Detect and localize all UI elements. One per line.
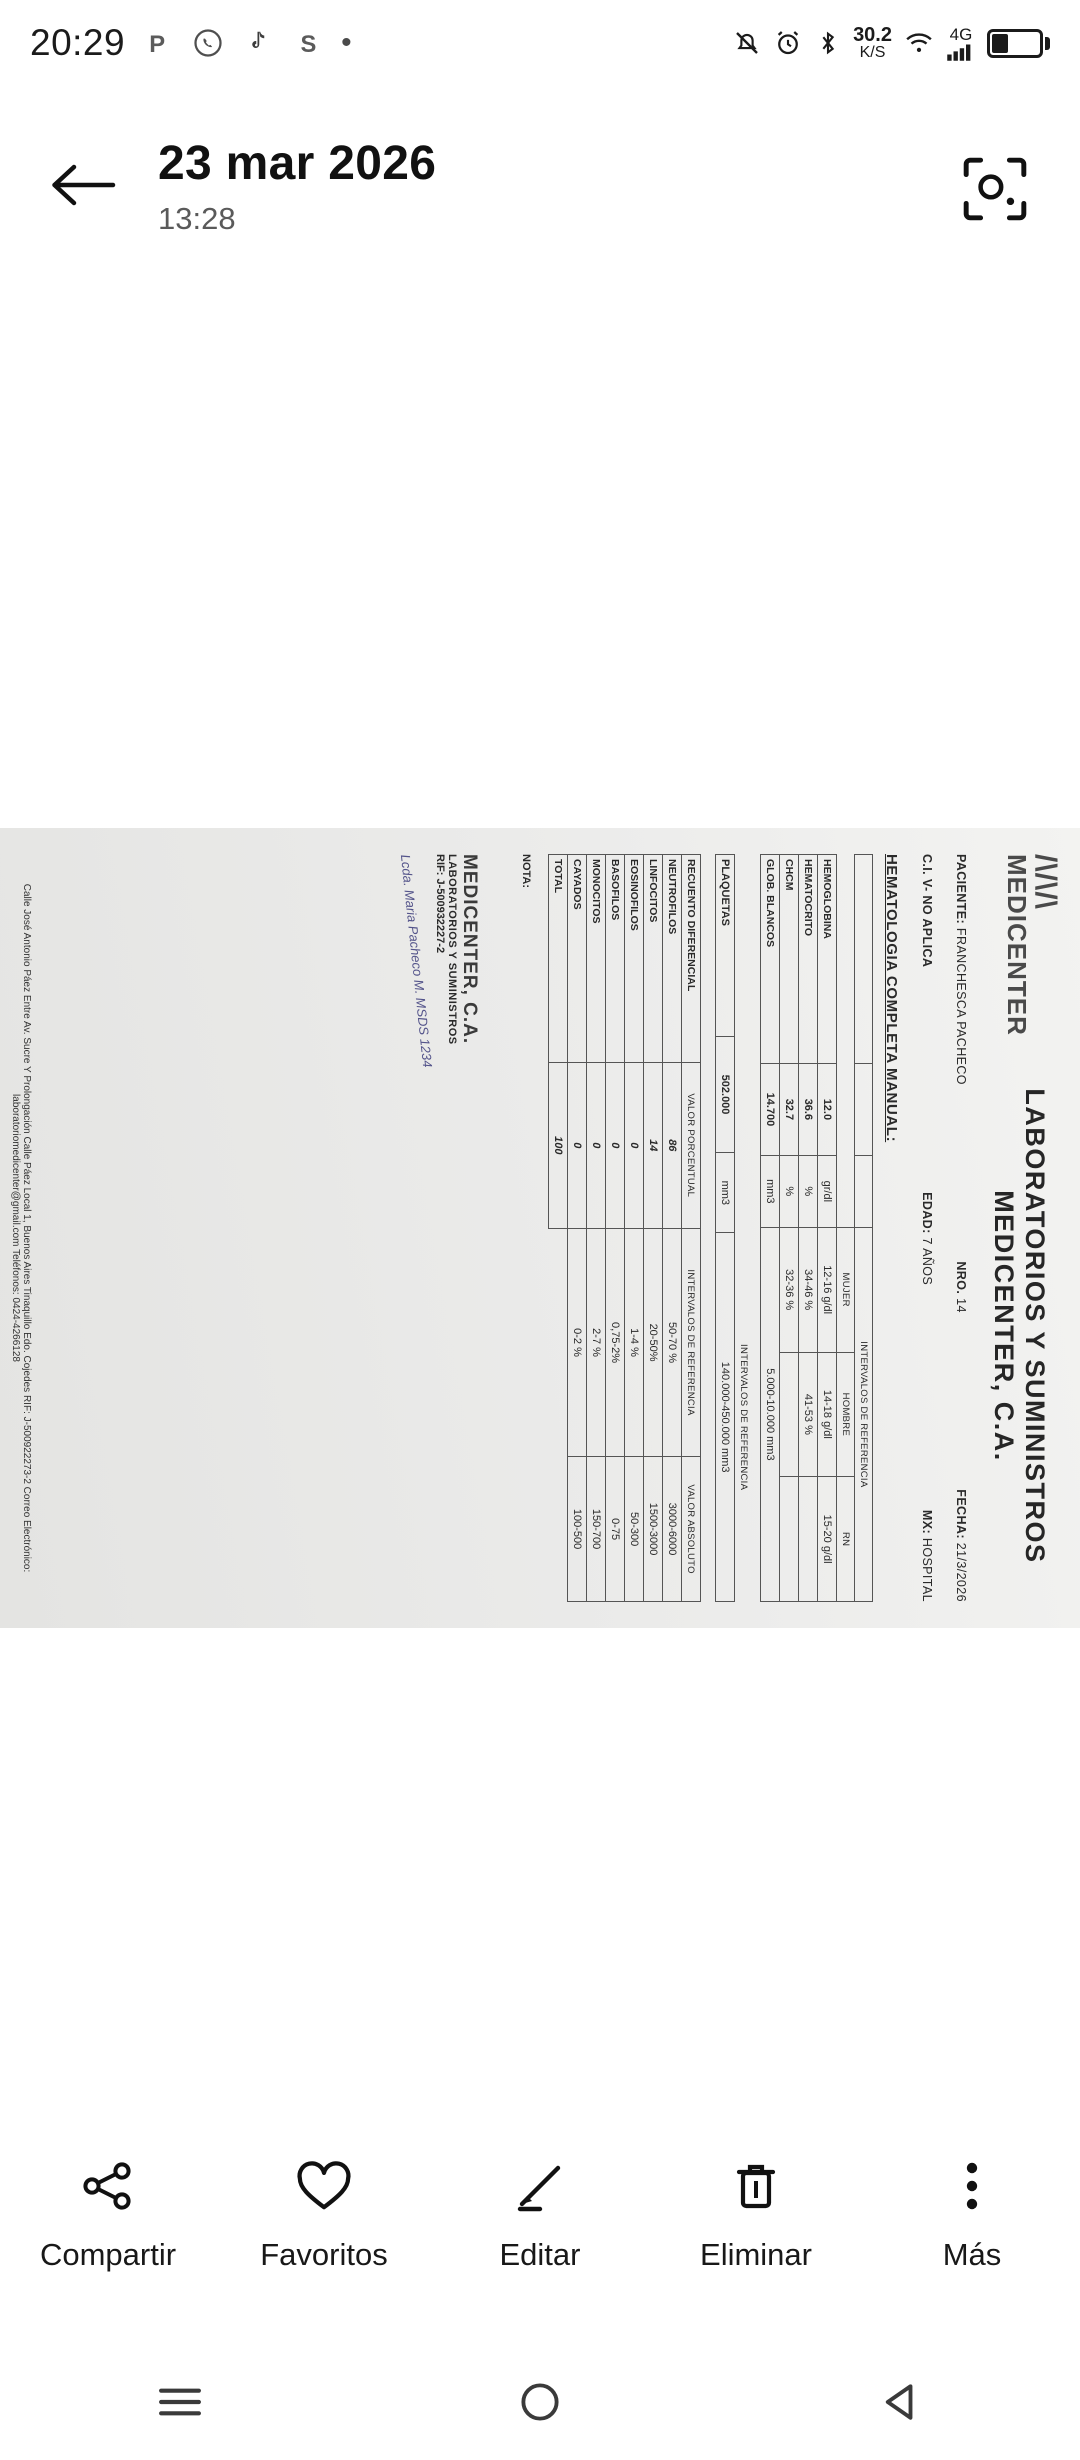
analyte-value: 502.000 — [716, 1036, 735, 1153]
ref-rn — [780, 1477, 799, 1602]
diff-abs: 3000-6000 — [663, 1457, 682, 1602]
battery-percent: 17 — [1015, 32, 1036, 53]
total-label: TOTAL — [549, 855, 568, 1063]
signature-block — [397, 853, 480, 1602]
p-app-icon — [141, 26, 175, 60]
diff-name: LINFOCITOS — [644, 855, 663, 1063]
more-button[interactable] — [872, 2157, 1072, 2273]
photo-canvas[interactable] — [0, 828, 1080, 1628]
signature-rif: RIF: J-500932227-2 — [434, 854, 446, 954]
diff-pct: 86 — [663, 1062, 682, 1228]
platelets-ref-header: INTERVALOS DE REFERENCIA — [738, 1344, 749, 1491]
platelets-table — [715, 854, 752, 1602]
analyte-name: HEMOGLOBINA — [818, 855, 837, 1064]
page-title: 23 mar 2026 — [158, 137, 437, 190]
trash-icon — [730, 2157, 782, 2215]
ref-col-hombre: HOMBRE — [837, 1352, 855, 1477]
status-clock: 20:29 — [30, 22, 126, 63]
share-button[interactable] — [8, 2157, 208, 2273]
lab-header — [988, 854, 1060, 1602]
header-title-block — [158, 136, 436, 237]
diff-ref: 0-2 % — [568, 1228, 587, 1456]
hematology-table — [760, 854, 873, 1602]
share-icon — [80, 2157, 136, 2215]
network-speed-unit: K/S — [859, 44, 886, 61]
diff-pct: 0 — [568, 1062, 587, 1228]
status-bar — [0, 0, 1080, 86]
svg-text:S: S — [300, 30, 317, 58]
ref-hombre — [780, 1352, 799, 1477]
back-button[interactable] — [840, 2369, 960, 2439]
edit-pencil-icon — [512, 2157, 568, 2215]
table-row — [818, 855, 837, 1602]
delete-label: Eliminar — [700, 2237, 812, 2272]
nota-label: NOTA: — [520, 854, 532, 889]
share-label: Compartir — [39, 2237, 177, 2272]
lab-report-paper — [0, 828, 1080, 1628]
diff-ref: 2-7 % — [587, 1228, 606, 1456]
diff-ref: 50-70 % — [663, 1228, 682, 1456]
fecha-value: 21/3/2026 — [954, 1542, 968, 1602]
tiktok-icon — [241, 26, 275, 60]
lab-name: LABORATORIOS Y SUMINISTROS MEDICENTER, C.A. — [989, 1088, 1050, 1564]
total-row — [549, 855, 568, 1602]
ref-rn: 15-20 g/dl — [818, 1477, 837, 1602]
viewer-header — [0, 120, 1080, 260]
network-type-label: 4G — [949, 24, 973, 44]
table-row — [644, 855, 663, 1602]
edad-value: 7 AÑOS — [920, 1237, 934, 1286]
network-speed-indicator — [853, 25, 892, 61]
patient-meta-row-2 — [920, 854, 934, 1602]
wifi-icon — [903, 28, 935, 58]
diff-ref: 1-4 % — [625, 1228, 644, 1456]
diff-col-ref: INTERVALOS DE REFERENCIA — [682, 1228, 701, 1456]
edad-label: EDAD: — [920, 1192, 934, 1234]
system-navigation-bar — [0, 2348, 1080, 2460]
diff-abs: 50-300 — [625, 1457, 644, 1602]
edit-button[interactable] — [440, 2157, 640, 2273]
more-label: Más — [942, 2237, 1002, 2272]
ref-mujer: 32-36 % — [780, 1227, 799, 1352]
differential-title: RECUENTO DIFERENCIAL — [682, 855, 701, 1063]
patient-name: FRANCHESCA PACHECO — [954, 927, 968, 1085]
hematology-col-header-row — [837, 855, 855, 1602]
diff-name: CAYADOS — [568, 855, 587, 1063]
analyte-unit: mm3 — [716, 1153, 735, 1233]
differential-count-table — [548, 854, 701, 1602]
signature-subtitle: LABORATORIOS Y SUMINISTROS — [446, 854, 458, 1045]
more-vertical-icon — [959, 2157, 985, 2215]
table-row — [625, 855, 644, 1602]
platelets-ref-header-row — [735, 855, 753, 1602]
lab-logo-text: MEDICENTER — [1002, 854, 1032, 1036]
table-row — [761, 855, 780, 1602]
favorites-label: Favoritos — [260, 2237, 388, 2272]
diff-ref: 0,75-2% — [606, 1228, 625, 1456]
signature-logo: MEDICENTER, C.A. — [459, 854, 480, 1045]
table-row — [568, 855, 587, 1602]
diff-name: NEUTROFILOS — [663, 855, 682, 1063]
battery-icon — [987, 29, 1050, 58]
ref-mujer: 12-16 g/dl — [818, 1227, 837, 1352]
table-row — [587, 855, 606, 1602]
patient-label: PACIENTE: — [954, 854, 968, 925]
ref-col-mujer: MUJER — [837, 1227, 855, 1352]
analyte-value: 32.7 — [780, 1064, 799, 1156]
s-app-icon — [291, 26, 325, 60]
analyte-value: 36.6 — [799, 1064, 818, 1156]
action-bar — [0, 2120, 1080, 2310]
nro-label: NRO. — [954, 1261, 968, 1295]
favorites-button[interactable] — [224, 2157, 424, 2273]
dot-icon: • — [341, 26, 352, 59]
analyte-unit: mm3 — [761, 1155, 780, 1227]
svg-text:P: P — [149, 30, 166, 58]
delete-button[interactable] — [656, 2157, 856, 2273]
document-rotated-content — [0, 828, 1080, 1628]
diff-abs: 1500-3000 — [644, 1457, 663, 1602]
analyte-name: GLOB. BLANCOS — [761, 855, 780, 1064]
edit-label: Editar — [499, 2237, 581, 2272]
home-button[interactable] — [480, 2369, 600, 2439]
nro-value: 14 — [954, 1298, 968, 1313]
diff-pct: 0 — [625, 1062, 644, 1228]
signature-stamp: Lcda. Maria Pacheco M. MSDS 1234 — [397, 853, 436, 1069]
table-row — [780, 855, 799, 1602]
scanned-document-image[interactable] — [0, 828, 1080, 1628]
network-speed-value: 30.2 — [853, 24, 892, 46]
total-value: 100 — [549, 1062, 568, 1228]
analyte-unit: gr/dl — [818, 1155, 837, 1227]
table-row — [716, 855, 735, 1602]
analyte-value: 14.700 — [761, 1064, 780, 1156]
heart-icon — [295, 2157, 353, 2215]
diff-pct: 14 — [644, 1062, 663, 1228]
diff-ref: 20-50% — [644, 1228, 663, 1456]
analyte-name: HEMATOCRITO — [799, 855, 818, 1064]
circle-icon — [519, 2381, 561, 2428]
mute-bell-icon — [732, 28, 762, 58]
section-title: HEMATOLOGIA COMPLETA MANUAL: — [883, 854, 900, 1143]
diff-abs: 150-700 — [587, 1457, 606, 1602]
ref-col-rn: RN — [837, 1477, 855, 1602]
analyte-name: PLAQUETAS — [716, 855, 735, 1037]
page-subtitle: 13:28 — [158, 201, 236, 236]
ref-header: INTERVALOS DE REFERENCIA — [855, 1227, 873, 1601]
diff-pct: 0 — [606, 1062, 625, 1228]
analyte-unit: % — [780, 1155, 799, 1227]
back-button[interactable] — [46, 148, 120, 222]
ref-mujer: 5.000-10.000 mm3 — [761, 1227, 780, 1601]
status-bar-right — [732, 25, 1050, 61]
patient-meta-row-1 — [954, 854, 968, 1602]
diff-name: MONOCITOS — [587, 855, 606, 1063]
diff-name: BASOFILOS — [606, 855, 625, 1063]
ref-mujer: 34-46 % — [799, 1227, 818, 1352]
ci-label: C.I. V- — [920, 854, 934, 892]
network-type-indicator — [946, 26, 976, 61]
mx-value: HOSPITAL — [920, 1537, 934, 1602]
diff-abs: 0-75 — [606, 1457, 625, 1602]
document-footer: Calle José Antonio Páez Entre Av. Sucre Y Prolongación Calle Páez Local 1, Buenos Aires Tinaquillo Edo. Cojedes RIF: J-500922273-2 Correo Electrónico: laboratoriomedicenter@gmail.com Teléfonos: 0424-4266128 — [10, 883, 32, 1573]
differential-header-row — [682, 855, 701, 1602]
diff-pct: 0 — [587, 1062, 606, 1228]
analyte-unit: % — [799, 1155, 818, 1227]
lab-logo: /\/\/\ MEDICENTER — [1002, 854, 1062, 1036]
diff-abs: 100-500 — [568, 1457, 587, 1602]
ref-rn — [799, 1477, 818, 1602]
alarm-icon — [773, 28, 803, 58]
triangle-back-icon — [880, 2381, 920, 2428]
analyte-ref: 140.000-450.000 mm3 — [716, 1233, 735, 1602]
recents-button[interactable] — [120, 2369, 240, 2439]
diff-col-pct: VALOR PORCENTUAL — [682, 1062, 701, 1228]
diff-col-abs: VALOR ABSOLUTO — [682, 1457, 701, 1602]
table-row — [663, 855, 682, 1602]
analyte-value: 12.0 — [818, 1064, 837, 1156]
diff-name: EOSINOFILOS — [625, 855, 644, 1063]
document-scan-icon[interactable] — [960, 154, 1030, 224]
bluetooth-icon — [814, 28, 842, 58]
ref-hombre: 41-53 % — [799, 1352, 818, 1477]
status-bar-left — [30, 22, 352, 64]
ci-value: NO APLICA — [920, 895, 934, 968]
table-row — [799, 855, 818, 1602]
fecha-label: FECHA: — [954, 1489, 968, 1539]
hematology-ref-header-row — [855, 855, 873, 1602]
whatsapp-icon — [191, 26, 225, 60]
ref-hombre: 14-18 g/dl — [818, 1352, 837, 1477]
menu-icon — [157, 2385, 203, 2424]
mx-label: MX: — [920, 1509, 934, 1535]
analyte-name: CHCM — [780, 855, 799, 1064]
table-row — [606, 855, 625, 1602]
